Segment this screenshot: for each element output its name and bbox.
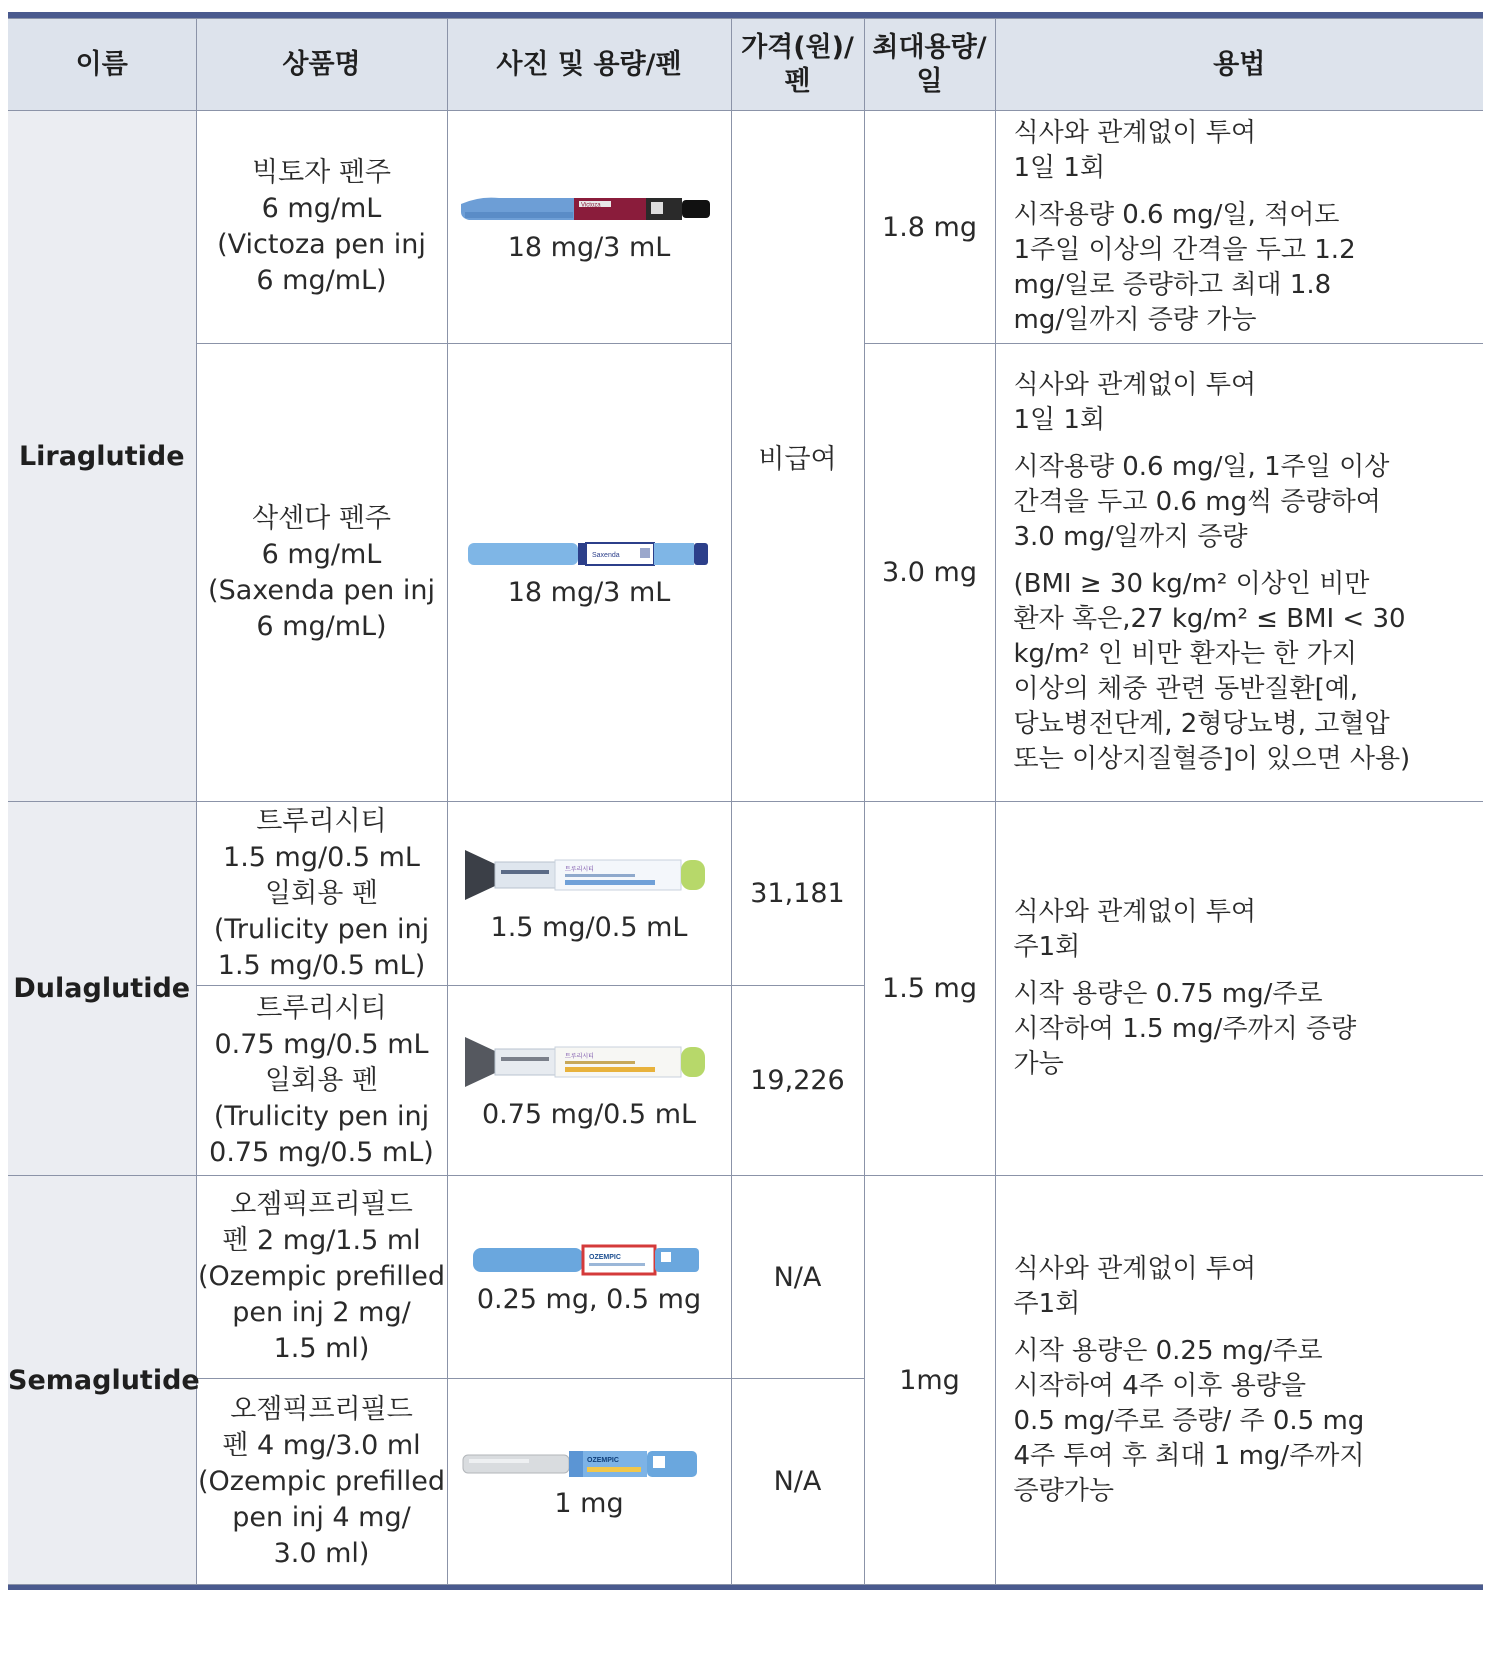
max-dose-semaglutide: 1mg [864,1176,995,1585]
table-bottom-rule [8,1585,1483,1590]
product-line: pen inj 4 mg/ [232,1501,411,1533]
product-line: (Trulicity pen inj [213,1100,430,1132]
product-line: 펜 2 mg/1.5 ml [222,1225,421,1256]
usage-paragraph: 시작 용량은 0.75 mg/주로 시작하여 1.5 mg/주까지 증량 가능 [1013,979,1357,1079]
pen-brand-text: OZEMPIC [589,1253,621,1261]
photo-caption: 0.25 mg, 0.5 mg [476,1283,702,1315]
max-dose-victoza: 1.8 mg [864,111,995,344]
header-name: 이름 [8,19,196,111]
product-cell [196,1176,447,1379]
drug-name-semaglutide: Semaglutide [8,1176,196,1585]
product-line: pen inj 2 mg/ [232,1297,411,1328]
product-line: 1.5 mg/0.5 mL) [217,949,426,981]
usage-paragraph: 시작 용량은 0.25 mg/주로 시작하여 4주 이후 용량을 0.5 mg/주로 증량/ 주 0.5 mg 4주 투여 후 최대 1 mg/주까지 증량가능 [1013,1335,1365,1506]
header-product: 상품명 [196,19,447,111]
usage-paragraph: 식사와 관계없이 투여 1일 1회 [1013,370,1257,435]
trulicity-pen-image [461,1031,717,1093]
product-line: 6 mg/mL) [256,610,387,642]
product-cell [196,1379,447,1585]
product-line: 빅토자 펜주 [252,157,391,188]
product-cell [196,344,447,802]
product-line: (Trulicity pen inj [213,913,430,945]
header-usage: 용법 [995,19,1483,111]
header-photo: 사진 및 용량/펜 [447,19,731,111]
pen-brand-text: Saxenda [592,552,620,559]
pen-brand-text: OZEMPIC [587,1457,619,1464]
max-dose-dulaglutide: 1.5 mg [864,802,995,1176]
max-dose-saxenda: 3.0 mg [864,344,995,802]
drug-table-container [8,12,1483,1590]
product-line: 트루리시티 [256,992,387,1024]
product-line: 3.0 ml) [273,1537,370,1569]
product-cell [196,986,447,1176]
product-line: 펜 4 mg/3.0 ml [222,1429,421,1461]
product-line: 1.5 mg/0.5 mL [223,841,420,873]
product-line: 6 mg/mL [261,538,382,570]
product-line: (Ozempic prefilled [198,1261,445,1292]
photo-caption: 18 mg/3 mL [507,231,671,263]
pen-brand-text: 트루리시티 [565,1053,594,1060]
usage-semaglutide [995,1176,1483,1585]
usage-paragraph: 식사와 관계없이 투여 주1회 [1013,1253,1257,1319]
usage-paragraph: 식사와 관계없이 투여 1일 1회 [1013,118,1257,183]
product-line: 6 mg/mL) [256,265,387,296]
glp1-drug-table [8,18,1483,1585]
header-price: 가격(원)/ 펜 [731,19,864,111]
table-row-victoza [8,111,1483,344]
photo-cell [447,986,731,1176]
header-row [8,19,1483,111]
ozempic-pen-image [469,1240,709,1278]
header-max-dose: 최대용량/ 일 [864,19,995,111]
pen-brand-text: 트루리시티 [565,866,594,873]
photo-caption: 1 mg [554,1488,624,1519]
usage-paragraph: 식사와 관계없이 투여 주1회 [1013,897,1257,962]
product-line: 삭센다 펜주 [252,502,391,534]
photo-caption: 1.5 mg/0.5 mL [490,912,688,943]
product-cell [196,111,447,344]
product-line: (Saxenda pen inj [208,574,435,606]
victoza-pen-image [459,192,719,226]
photo-cell [447,1379,731,1585]
photo-caption: 18 mg/3 mL [507,577,671,608]
price-ozempic-4mg: N/A [731,1379,864,1585]
ozempic-pen-image [459,1444,719,1482]
price-liraglutide: 비급여 [731,111,864,802]
photo-cell [447,344,731,802]
usage-paragraph: (BMI ≥ 30 kg/m² 이상인 비만 환자 혹은,27 kg/m² ≤ BMI < 30 kg/m² 인 비만 환자는 한 가지 이상의 체중 관련 동반질환[예, 당뇨병전단계, 2형당뇨병, 고혈압 또는 이상지질혈증]이 있으면 사용) [1013,569,1411,774]
pen-brand-text: Victoza [581,202,601,208]
product-line: 일회용 펜 [265,1064,378,1096]
usage-victoza [995,111,1483,344]
product-line: 1.5 ml) [273,1333,370,1364]
photo-cell [447,802,731,986]
product-line: 오젬픽프리필드 [230,1393,413,1425]
photo-caption: 0.75 mg/0.5 mL [481,1099,697,1130]
trulicity-pen-image [461,844,717,906]
product-line: 6 mg/mL [261,193,382,224]
product-line: 0.75 mg/0.5 mL [214,1028,429,1060]
usage-paragraph: 시작용량 0.6 mg/일, 적어도 1주일 이상의 간격을 두고 1.2 mg/일로 증량하고 최대 1.8 mg/일까지 증량 가능 [1013,200,1356,335]
product-line: 트루리시티 [256,805,387,837]
table-row-trulicity-1-5 [8,802,1483,986]
product-cell [196,802,447,986]
product-line: (Ozempic prefilled [198,1465,445,1497]
price-trulicity-1-5: 31,181 [731,802,864,986]
drug-name-liraglutide: Liraglutide [8,111,196,802]
saxenda-pen-image [464,537,714,571]
drug-name-dulaglutide: Dulaglutide [8,802,196,1176]
usage-dulaglutide [995,802,1483,1176]
photo-cell [447,111,731,344]
price-trulicity-0-75: 19,226 [731,986,864,1176]
usage-paragraph: 시작용량 0.6 mg/일, 1주일 이상 간격을 두고 0.6 mg씩 증량하여 3.0 mg/일까지 증량 [1013,452,1390,552]
usage-saxenda [995,344,1483,802]
product-line: 0.75 mg/0.5 mL) [209,1136,434,1168]
price-ozempic-2mg: N/A [731,1176,864,1379]
product-line: 오젬픽프리필드 [230,1189,413,1220]
photo-cell [447,1176,731,1379]
table-row-ozempic-2mg [8,1176,1483,1379]
product-line: (Victoza pen inj [217,229,426,260]
product-line: 일회용 펜 [265,877,378,909]
